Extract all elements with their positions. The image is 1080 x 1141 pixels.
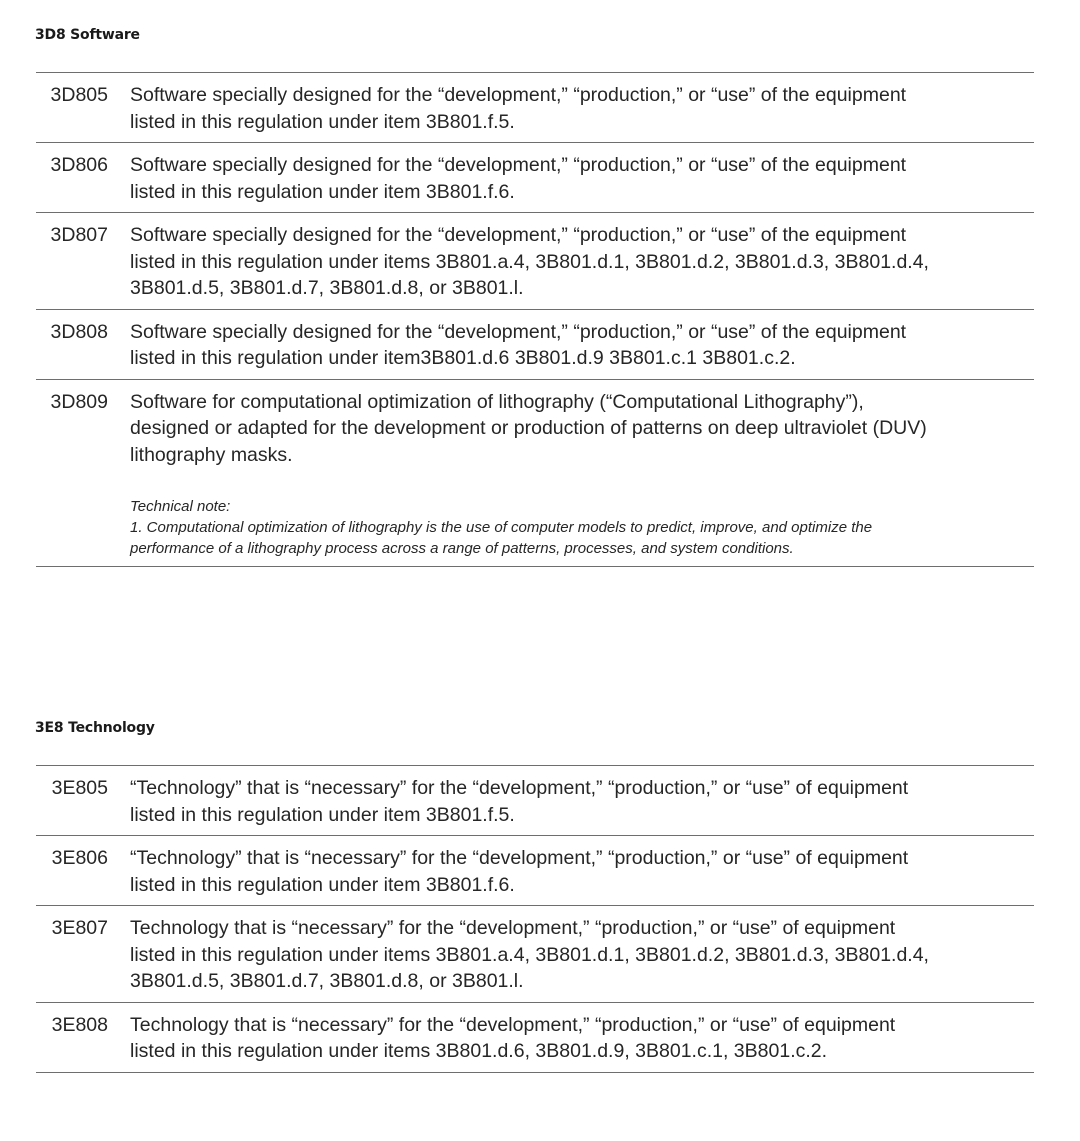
table-row-3e805: [36, 766, 1034, 836]
description-line: listed in this regulation under items 3B801.d.6, 3B801.d.9, 3B801.c.1, 3B801.c.2.: [130, 1040, 828, 1062]
description-line: “Technology” that is “necessary” for the “development,” “production,” or “use” of equipment: [130, 777, 909, 799]
technical-note-line: 1. Computational optimization of lithography is the use of computer models to predict, improve, and optimize the: [130, 519, 873, 536]
item-code: 3E806: [51, 847, 108, 869]
item-description: [130, 73, 1034, 142]
description-line: listed in this regulation under item 3B801.f.6.: [130, 180, 515, 203]
table-row-3e808: [36, 1003, 1034, 1073]
description-line: listed in this regulation under items 3B801.a.4, 3B801.d.1, 3B801.d.2, 3B801.d.3, 3B801.d.4,: [130, 943, 929, 966]
item-code: 3D809: [50, 390, 108, 413]
item-description: [130, 766, 1034, 835]
item-code: 3D807: [50, 224, 108, 246]
table-row-3d805: [36, 73, 1034, 143]
table-row-3d807: [36, 213, 1034, 310]
description-line: Software specially designed for the “development,” “production,” or “use” of the equipment: [130, 154, 907, 176]
description-line: listed in this regulation under item3B801.d.6 3B801.d.9 3B801.c.1 3B801.c.2.: [130, 347, 796, 369]
table-row-3d809: [36, 380, 1034, 568]
technical-note: [130, 496, 1034, 559]
description-line: Technology that is “necessary” for the “development,” “production,” or “use” of equipment: [130, 1013, 896, 1036]
item-description: [130, 143, 1034, 212]
item-description: [130, 310, 1034, 379]
description-line: listed in this regulation under items 3B801.a.4, 3B801.d.1, 3B801.d.2, 3B801.d.3, 3B801.d.4,: [130, 250, 929, 273]
description-line: Software specially designed for the “development,” “production,” or “use” of the equipment: [130, 224, 907, 246]
description-line: listed in this regulation under item 3B801.f.5.: [130, 110, 515, 133]
table-row-3e807: [36, 906, 1034, 1003]
description-line: Software specially designed for the “development,” “production,” or “use” of the equipment: [130, 320, 907, 343]
item-description: [130, 213, 1034, 309]
description-line: lithography masks.: [130, 443, 293, 466]
section-heading-technology: 3E8 Technology: [35, 720, 155, 736]
item-code: 3E808: [51, 1013, 108, 1036]
table-row-3d808: [36, 310, 1034, 380]
item-code: 3E805: [51, 777, 108, 799]
software-table: [36, 72, 1034, 567]
item-code: 3D806: [50, 154, 108, 176]
description-line: “Technology” that is “necessary” for the “development,” “production,” or “use” of equipment: [130, 847, 909, 869]
table-row-3e806: [36, 836, 1034, 906]
description-line: listed in this regulation under item 3B801.f.6.: [130, 873, 515, 896]
item-code: 3E807: [51, 917, 108, 939]
description-line: 3B801.d.5, 3B801.d.7, 3B801.d.8, or 3B801.l.: [130, 277, 524, 299]
item-description: [130, 1003, 1034, 1072]
table-row-3d806: [36, 143, 1034, 213]
technology-table: [36, 765, 1034, 1073]
description-line: Software for computational optimization of lithography (“Computational Lithography”),: [130, 390, 864, 413]
description-line: 3B801.d.5, 3B801.d.7, 3B801.d.8, or 3B801.l.: [130, 970, 524, 992]
item-description: [130, 836, 1034, 905]
description-line: designed or adapted for the development or production of patterns on deep ultraviolet (DUV): [130, 417, 927, 439]
description-line: Software specially designed for the “development,” “production,” or “use” of the equipment: [130, 84, 907, 106]
item-code: 3D805: [50, 84, 108, 106]
item-description: [130, 380, 1034, 567]
item-code: 3D808: [50, 320, 108, 343]
technical-note-line: performance of a lithography process across a range of patterns, processes, and system conditions.: [130, 540, 794, 557]
section-heading-software: 3D8 Software: [35, 27, 140, 43]
item-description: [130, 906, 1034, 1002]
description-line: Technology that is “necessary” for the “development,” “production,” or “use” of equipment: [130, 917, 896, 939]
technical-note-title: Technical note:: [130, 498, 231, 515]
description-line: listed in this regulation under item 3B801.f.5.: [130, 803, 515, 826]
